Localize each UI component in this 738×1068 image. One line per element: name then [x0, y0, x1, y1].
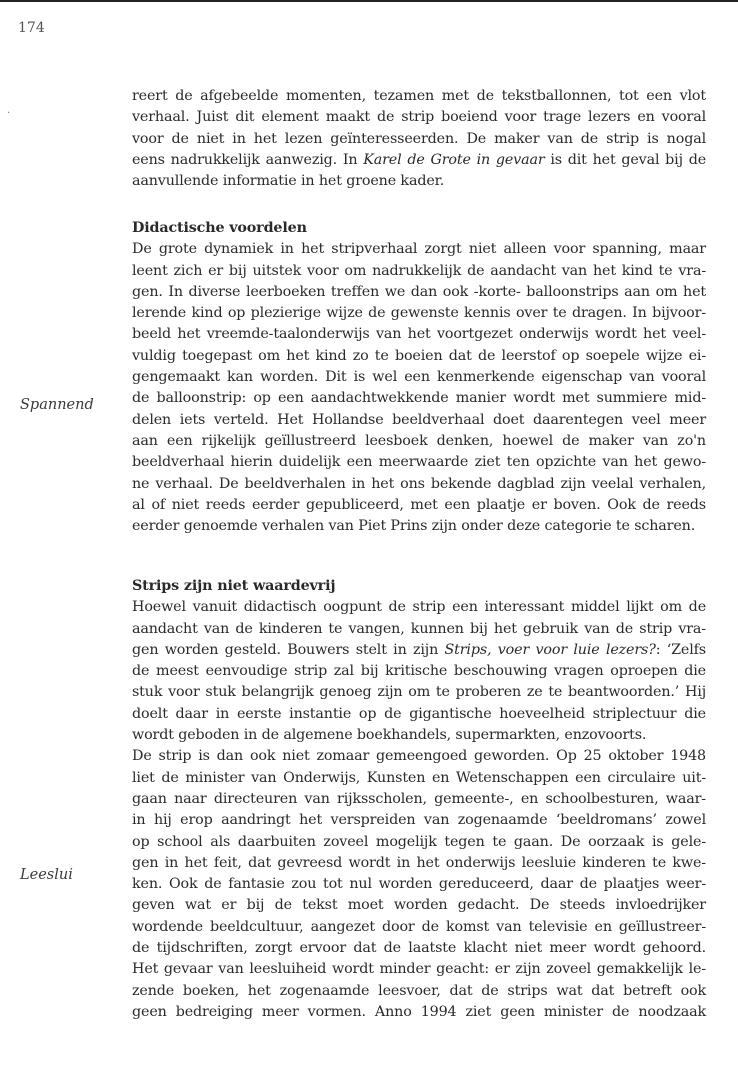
- text-line: de balloonstrip: op een aandachtwekkende manier wordt met summiere mid-: [132, 390, 706, 407]
- text-line: ne verhaal. De beeldverhalen in het ons bekende dagblad zijn veelal verhalen,: [132, 475, 706, 492]
- text-line: gaan naar directeuren van rijksscholen, gemeente-, en schoolbesturen, waar-: [132, 790, 706, 807]
- text-line: geven wat er bij de tekst moet worden gedacht. De steeds invloedrijker: [132, 897, 706, 914]
- text-line: op school als daarbuiten zoveel mogelijk tegen te gaan. De oorzaak is gele-: [132, 833, 706, 850]
- book-title: Strips, voer voor luie lezers?: [444, 641, 656, 658]
- text-line: zende boeken, het zogenaamde leesvoer, dat de strips wat dat betreft ook: [132, 982, 706, 999]
- text-line: stuk voor stuk belangrijk genoeg zijn om te proberen ze te beantwoorden.’ Hij: [132, 684, 706, 701]
- text-line: geen bedreiging meer vormen. Anno 1994 ziet geen minister de noodzaak: [132, 1003, 706, 1020]
- section-heading: Didactische voordelen: [132, 220, 307, 236]
- text-line: reert de afgebeelde momenten, tezamen met de tekstballonnen, tot een vlot: [132, 88, 706, 104]
- text-line: liet de minister van Onderwijs, Kunsten en Wetenschappen een circulaire uit-: [132, 769, 706, 786]
- page-number: 174: [18, 20, 45, 36]
- text-line: vuldig toegepast om het kind zo te boeien dat de leerstof op soepele wijze ei-: [132, 347, 706, 364]
- text-line: leent zich er bij uitstek voor om nadrukkelijk de aandacht van het kind te vra-: [132, 262, 706, 279]
- text-line: gen worden gesteld. Bouwers stelt in zijn Strips, voer voor luie lezers?: ‘Zelfs: [132, 641, 706, 658]
- text-line: aan een rijkelijk geïllustreerd leesboek denken, hoewel de maker van zo'n: [132, 432, 706, 449]
- text-line: Het gevaar van leesluiheid wordt minder geacht: er zijn zoveel gemakkelijk le-: [132, 961, 706, 978]
- text-line: gen in het feit, dat gevreesd wordt in het onderwijs leesluie kinderen te kwe-: [132, 854, 706, 871]
- text-line: lerende kind op plezierige wijze de gewenste kennis over te dragen. In bijvoor-: [132, 305, 706, 322]
- text-line: eens nadrukkelijk aanwezig. In Karel de Grote in gevaar is dit het geval bij de: [132, 151, 707, 168]
- text-line: De strip is dan ook niet zomaar gemeengoed geworden. Op 25 oktober 1948: [132, 748, 706, 765]
- text-line: delen iets verteld. Het Hollandse beeldverhaal doet daarentegen veel meer: [132, 411, 706, 428]
- text-line: wordende beeldcultuur, aangezet door de komst van televisie en geïllustreer-: [132, 918, 706, 935]
- text-line: gengemaakt kan worden. Dit is wel een kenmerkende eigenschap van vooral: [132, 369, 706, 386]
- top-rule: [0, 0, 738, 2]
- text-line: beeldverhaal hierin duidelijk een meerwaarde ziet ten opzichte van het gewo-: [132, 454, 706, 471]
- text-line: wordt geboden in de algemene boekhandels, supermarkten, enzovoorts.: [132, 727, 647, 744]
- section-heading: Strips zijn niet waardevrij: [132, 578, 336, 594]
- text-line: ken. Ook de fantasie zou tot nul worden gereduceerd, daar de plaatjes weer-: [132, 876, 706, 893]
- book-title: Karel de Grote in gevaar: [363, 151, 545, 168]
- text-line: doelt daar in eerste instantie op de gigantische hoeveelheid striplectuur die: [132, 705, 706, 722]
- text-line: Hoewel vanuit didactisch oogpunt de strip een interessant middel lijkt om de: [132, 599, 706, 616]
- text-line: al of niet reeds eerder gepubliceerd, met een plaatje er boven. Ook de reeds: [132, 496, 706, 513]
- text-line: De grote dynamiek in het stripverhaal zorgt niet alleen voor spanning, maar: [132, 241, 706, 258]
- text-line: gen. In diverse leerboeken treffen we dan ook -korte- balloonstrips aan om het: [132, 283, 706, 300]
- intro-paragraph: [132, 86, 706, 192]
- text-line: in hij erop aandringt het verspreiden van zogenaamde ‘beeldromans’ zowel: [132, 812, 706, 829]
- section-strips-niet-waardevrij: [132, 576, 706, 1023]
- text-line: voor de niet in het lezen geïnteresseerden. De maker van de strip is nogal: [132, 130, 706, 147]
- margin-note-spannend: Spannend: [20, 397, 94, 413]
- text-line: eerder genoemde verhalen van Piet Prins zijn onder deze categorie te scharen.: [132, 518, 696, 535]
- text-line: aandacht van de kinderen te vangen, kunnen bij het gebruik van de strip vra-: [132, 620, 706, 637]
- text-line: aanvullende informatie in het groene kader.: [132, 173, 445, 190]
- text-line: verhaal. Juist dit element maakt de strip boeiend voor trage lezers en vooral: [132, 109, 706, 126]
- text-line: de tijdschriften, zorgt ervoor dat de laatste klacht niet meer wordt gehoord.: [132, 940, 706, 957]
- section-didactische-voordelen: [132, 218, 706, 537]
- margin-mark: ·: [7, 108, 11, 119]
- margin-note-leeslui: Leeslui: [20, 867, 73, 883]
- text-line: beeld het vreemde-taalonderwijs van het voortgezet onderwijs wordt het veel-: [132, 326, 706, 343]
- text-line: de meest eenvoudige strip zal bij kritische beschouwing vragen oproepen die: [132, 663, 706, 680]
